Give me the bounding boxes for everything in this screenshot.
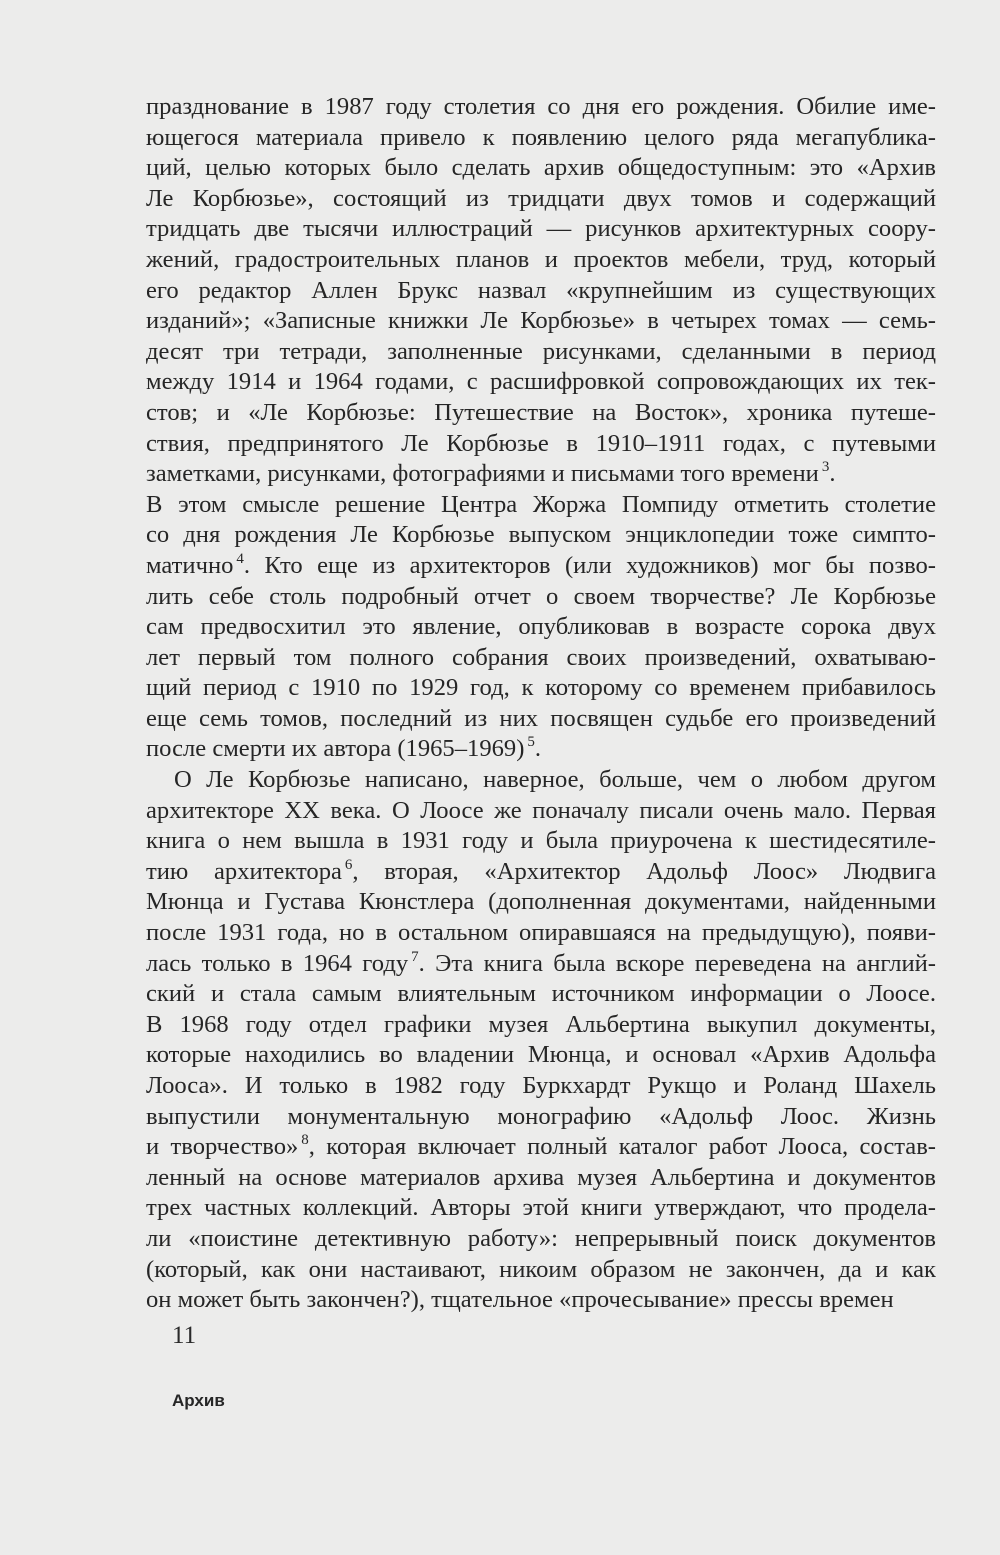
text-line	[146, 887, 936, 918]
text-line-content: после 1931 года, но в остальном опиравшаяся на предыдущую), появи-	[146, 919, 936, 947]
text-line-content: книга о нем вышла в 1931 году и была приурочена к шестидесятиле-	[146, 827, 936, 855]
text-line	[146, 1285, 936, 1316]
running-footer-title: Архив	[172, 1391, 225, 1410]
text-line-content: изданий»; «Записные книжки Ле Корбюзье» в четырех томах — семь-	[146, 307, 936, 335]
text-line	[146, 184, 936, 215]
text-line-content: лить себе столь подробный отчет о своем творчестве? Ле Корбюзье	[146, 582, 936, 610]
text-line-content: матично	[146, 551, 234, 579]
text-line	[146, 1193, 936, 1224]
text-line-content: ский и стала самым влиятельным источником информации о Лоосе.	[146, 980, 936, 1008]
footnote-marker: 6	[344, 856, 353, 873]
text-line-content: ций, целью которых было сделать архив общедоступным: это «Архив	[146, 154, 936, 182]
text-line-content: тию архитектора	[146, 857, 342, 885]
text-line-content: десят три тетради, заполненные рисунками, сделанными в период	[146, 337, 936, 365]
text-line-content: со дня рождения Ле Корбюзье выпуском энциклопедии тоже симпто-	[146, 521, 936, 549]
text-line-content: лась только в 1964 году	[146, 949, 409, 977]
body-text	[146, 92, 936, 1316]
text-line-content: и творчество»	[146, 1133, 299, 1161]
text-line-content: О Ле Корбюзье написано, наверное, больше, чем о любом другом	[174, 766, 936, 794]
text-line-content: Ле Корбюзье», состоящий из тридцати двух томов и содержащий	[146, 184, 936, 212]
page-number: 11	[172, 1322, 197, 1349]
text-line-content: ли «поистине детективную работу»: непрерывный поиск документов	[146, 1224, 936, 1252]
footnote-marker: 4	[236, 550, 244, 567]
text-line-content: В этом смысле решение Центра Жоржа Помпиду отметить столетие	[146, 490, 936, 518]
text-line-content: празднование в 1987 году столетия со дня его рождения. Обилие име-	[146, 93, 936, 120]
text-line-content: жений, градостроительных планов и проектов мебели, труд, который	[146, 245, 936, 273]
text-line	[146, 367, 936, 398]
footnote-marker: 3	[821, 459, 830, 476]
text-line-content: ствия, предпринятого Ле Корбюзье в 1910–1911 годах, с путевыми	[146, 429, 936, 457]
text-line	[146, 582, 936, 613]
text-line-content: после смерти их автора (1965–1969)	[146, 735, 525, 763]
text-line	[146, 429, 936, 460]
text-line-continuation: . Кто еще из архитекторов (или художников) мог бы позво-	[243, 551, 936, 579]
text-line-continuation: , которая включает полный каталог работ Лооса, состав-	[308, 1133, 936, 1161]
text-line-content: Мюнца и Густава Кюнстлера (дополненная документами, найденными	[146, 888, 936, 916]
text-line	[146, 765, 936, 796]
text-line	[146, 398, 936, 429]
text-line	[146, 214, 936, 245]
text-line	[146, 551, 936, 582]
text-line-content: еще семь томов, последний из них посвящен судьбе его произведений	[146, 704, 936, 732]
text-line	[146, 1102, 936, 1133]
text-line	[146, 918, 936, 949]
text-line	[146, 1071, 936, 1102]
text-line-content: ленный на основе материалов архива музея Альбертина и документов	[146, 1163, 936, 1191]
footnote-marker: 8	[301, 1132, 309, 1149]
text-line	[146, 1010, 936, 1041]
text-line-content: Лооса». И только в 1982 году Буркхардт Рукщо и Роланд Шахель	[146, 1072, 936, 1099]
text-line-content: выпустили монументальную монографию «Адольф Лоос. Жизнь	[146, 1102, 936, 1130]
text-line-content: заметками, рисунками, фотографиями и письмами того времени	[146, 460, 819, 488]
footnote-marker: 7	[411, 948, 419, 965]
text-line-content: щий период с 1910 по 1929 год, к которому со временем прибавилось	[146, 674, 936, 702]
text-line-content: тридцать две тысячи иллюстраций — рисунков архитектурных соору-	[146, 215, 936, 243]
text-line-content: ющегося материала привело к появлению целого ряда мегапублика-	[146, 123, 936, 151]
text-line-content: стов; и «Ле Корбюзье: Путешествие на Восток», хроника путеше-	[146, 398, 936, 426]
text-line	[146, 1132, 936, 1163]
text-line	[146, 153, 936, 184]
text-line-continuation: .	[829, 460, 836, 488]
text-line	[146, 949, 936, 980]
text-line	[146, 1224, 936, 1255]
text-line-continuation: . Эта книга была вскоре переведена на англий-	[418, 949, 937, 977]
text-line-continuation: , вторая, «Архитектор Адольф Лоос» Людвига	[352, 857, 937, 885]
text-line	[146, 979, 936, 1010]
text-line-content: трех частных коллекций. Авторы этой книги утверждают, что проделa-	[146, 1194, 936, 1222]
text-line	[146, 123, 936, 154]
text-line	[146, 276, 936, 307]
text-line-content: он может быть закончен?), тщательное «прочесывание» прессы времен	[146, 1286, 894, 1314]
text-line	[146, 92, 936, 123]
text-line	[146, 1255, 936, 1286]
text-line-content: (который, как они настаивают, никоим образом не закончен, да и как	[146, 1255, 936, 1283]
text-line	[146, 796, 936, 827]
text-line	[146, 1163, 936, 1194]
text-line	[146, 520, 936, 551]
text-line-content: В 1968 году отдел графики музея Альбертина выкупил документы,	[146, 1010, 936, 1038]
text-line	[146, 459, 936, 490]
text-line	[146, 734, 936, 765]
text-line	[146, 704, 936, 735]
text-line	[146, 490, 936, 521]
text-line	[146, 337, 936, 368]
text-line	[146, 245, 936, 276]
text-line	[146, 857, 936, 888]
text-line-continuation: .	[534, 735, 542, 763]
text-line	[146, 643, 936, 674]
footnote-marker: 5	[527, 734, 535, 751]
text-line	[146, 673, 936, 704]
text-line-content: его редактор Аллен Брукс назвал «крупнейшим из существующих	[146, 276, 936, 304]
text-line-content: сам предвосхитил это явление, опубликовав в возрасте сорока двух	[146, 613, 936, 641]
text-line-content: архитекторе XX века. О Лоосе же поначалу писали очень мало. Первая	[146, 796, 936, 824]
text-line	[146, 306, 936, 337]
text-line	[146, 612, 936, 643]
text-line	[146, 826, 936, 857]
text-line-content: между 1914 и 1964 годами, с расшифровкой сопровождающих их тек-	[146, 368, 936, 396]
text-line	[146, 1040, 936, 1071]
text-line-content: которые находились во владении Мюнца, и основал «Архив Адольфа	[146, 1041, 936, 1069]
text-line-content: лет первый том полного собрания своих произведений, охватываю-	[146, 643, 936, 671]
